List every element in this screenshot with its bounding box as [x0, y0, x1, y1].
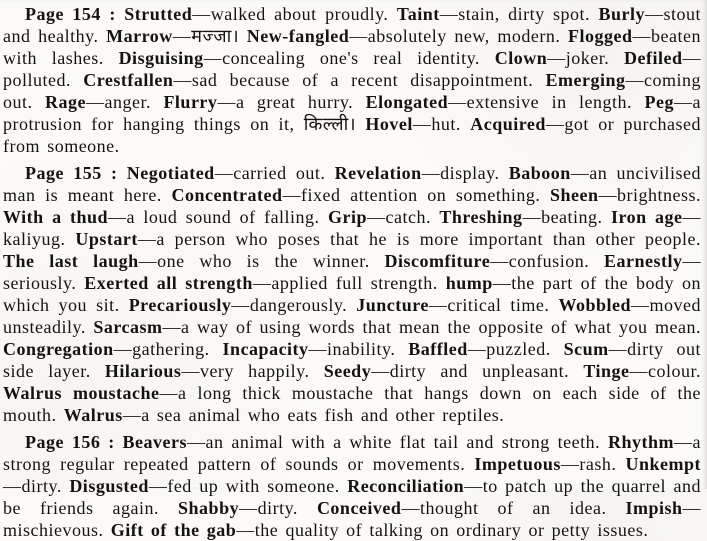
page-label: Page 155 :: [25, 163, 118, 183]
vocab-definition: inability.: [327, 339, 396, 359]
em-dash-separator: —: [181, 361, 200, 381]
vocab-term: Defiled: [624, 48, 683, 68]
em-dash-separator: —: [467, 339, 487, 359]
vocab-definition: carried out.: [233, 163, 326, 183]
em-dash-separator: —: [448, 92, 467, 112]
vocab-definition: a person who poses that he is more important than other people.: [156, 229, 701, 249]
vocab-definition: anger.: [104, 92, 151, 112]
vocab-definition: a loud sound of falling.: [126, 207, 320, 227]
vocab-definition: one who is the winner.: [157, 251, 370, 271]
vocab-term: Discomfiture: [384, 251, 491, 271]
vocab-definition: a great hurry.: [235, 92, 354, 112]
em-dash-separator: —: [547, 48, 566, 68]
em-dash-separator: —: [682, 498, 702, 518]
vocab-term: Impish: [625, 498, 683, 518]
vocab-definition: fed up with someone.: [167, 476, 340, 496]
vocab-definition: confusion.: [508, 251, 590, 271]
vocab-definition: catch.: [385, 207, 431, 227]
vocab-term: Strutted: [124, 4, 193, 24]
em-dash-separator: —: [522, 207, 542, 227]
vocab-definition: very happily.: [199, 361, 310, 381]
em-dash-separator: —: [366, 207, 386, 227]
em-dash-separator: —: [560, 454, 580, 474]
em-dash-separator: —: [252, 273, 272, 293]
vocab-term: Juncture: [356, 295, 429, 315]
vocab-term: Baboon: [508, 163, 571, 183]
em-dash-separator: —: [598, 185, 617, 205]
em-dash-separator: —: [492, 273, 512, 293]
vocab-definition: rash.: [579, 454, 617, 474]
em-dash-separator: —: [682, 251, 701, 271]
vocab-term: Walrus: [63, 405, 123, 425]
vocab-term: Seedy: [323, 361, 372, 381]
vocab-term: Earnestly: [604, 251, 683, 271]
em-dash-separator: —: [674, 92, 693, 112]
vocab-term: New-fangled: [246, 26, 350, 46]
vocab-term: Precariously: [128, 295, 232, 315]
vocab-definition: fixed attention on something.: [300, 185, 541, 205]
vocab-definition: extensive in length.: [466, 92, 633, 112]
vocab-term: With a thud: [3, 207, 108, 227]
em-dash-separator: —: [137, 229, 157, 249]
em-dash-separator: —: [85, 92, 105, 112]
em-dash-separator: —: [490, 251, 509, 271]
vocab-definition: walked about proudly.: [210, 4, 389, 24]
vocab-term: Clown: [494, 48, 548, 68]
em-dash-separator: —: [203, 48, 223, 68]
vocab-term: Flurry: [163, 92, 218, 112]
vocab-term: Emerging: [545, 70, 626, 90]
vocab-definition: absolutely new, modern.: [367, 26, 561, 46]
vocab-term: Elongated: [365, 92, 449, 112]
vocab-definition: dirty and unpleasant.: [389, 361, 570, 381]
vocab-paragraph: [3, 3, 701, 157]
vocab-definition: to patch up the quarrel and be friends again.: [3, 476, 701, 518]
vocab-term: Gift of the gab: [110, 520, 237, 540]
vocab-term: Acquired: [470, 114, 546, 134]
vocab-term: Shabby: [178, 498, 240, 518]
vocab-definition: got or purchased from someone.: [3, 114, 701, 156]
em-dash-separator: —: [308, 339, 328, 359]
em-dash-separator: —: [631, 295, 650, 315]
vocab-definition: a sea animal who eats fish and other reptiles.: [141, 405, 505, 425]
vocab-term: Walrus moustache: [3, 383, 160, 403]
em-dash-separator: —: [674, 432, 693, 452]
page-label: Page 156 :: [25, 432, 115, 452]
em-dash-separator: —: [236, 520, 255, 540]
vocab-term: Incapacity: [222, 339, 309, 359]
vocab-definition: sad because of a recent disappointment.: [191, 70, 534, 90]
vocab-term: Sarcasm: [93, 317, 163, 337]
em-dash-separator: —: [608, 339, 628, 359]
em-dash-separator: —: [625, 70, 645, 90]
vocab-term: Negotiated: [126, 163, 215, 183]
vocab-definition: joker.: [565, 48, 610, 68]
vocab-term: Baffled: [408, 339, 468, 359]
em-dash-separator: —: [401, 498, 420, 518]
vocab-definition: stain, dirty spot.: [458, 4, 591, 24]
em-dash-separator: —: [570, 163, 590, 183]
em-dash-separator: —: [421, 163, 441, 183]
vocab-definition: moved unsteadily.: [3, 295, 701, 337]
em-dash-separator: —: [217, 92, 236, 112]
vocab-term: Marrow: [106, 26, 173, 46]
vocab-definition: kaliyug.: [3, 229, 66, 249]
vocab-definition: polluted.: [3, 70, 71, 90]
vocab-term: Exerted all strength: [84, 273, 253, 293]
vocab-term: Peg: [644, 92, 674, 112]
vocab-term: Rage: [44, 92, 86, 112]
vocab-term: Reconciliation: [347, 476, 465, 496]
vocab-term: Iron age: [610, 207, 683, 227]
vocab-definition: a protrusion for hanging things on it, किल्ली।: [3, 92, 701, 134]
vocab-definition: critical time.: [447, 295, 550, 315]
vocab-definition: coming out.: [3, 70, 702, 112]
em-dash-separator: —: [428, 295, 448, 315]
vocab-term: Scum: [563, 339, 609, 359]
vocab-term: Disguising: [118, 48, 204, 68]
em-dash-separator: —: [682, 207, 702, 227]
vocab-definition: dangerously.: [249, 295, 348, 315]
vocab-term: Sheen: [549, 185, 599, 205]
em-dash-separator: —: [239, 498, 258, 518]
em-dash-separator: —: [231, 295, 250, 315]
vocab-definition: the part of the body on which you sit.: [3, 273, 702, 315]
vocab-definition: a strong regular repeated pattern of sounds or movements.: [3, 432, 701, 474]
vocab-definition: concealing one's real identity.: [222, 48, 480, 68]
vocab-definition: puzzled.: [486, 339, 551, 359]
em-dash-separator: —: [464, 476, 483, 496]
vocab-definition: stout and healthy.: [3, 4, 702, 46]
vocab-definition: applied full strength.: [271, 273, 438, 293]
vocab-definition: beaten with lashes.: [3, 26, 701, 68]
vocab-term: Tinge: [583, 361, 630, 381]
vocab-definition: a way of using words that mean the opposite of what you mean.: [181, 317, 702, 337]
em-dash-separator: —: [645, 4, 664, 24]
em-dash-separator: —: [214, 163, 234, 183]
vocab-definition: dirty out side layer.: [3, 339, 702, 381]
vocab-definition: dirty.: [257, 498, 298, 518]
em-dash-separator: —: [439, 4, 459, 24]
vocab-definition: the quality of talking on ordinary or petty issues.: [254, 520, 649, 540]
vocab-term: The last laugh: [3, 251, 139, 271]
vocab-definition: mischievous.: [3, 520, 104, 540]
em-dash-separator: —: [629, 361, 648, 381]
vocab-definition: display.: [440, 163, 500, 183]
em-dash-separator: —: [148, 476, 168, 496]
vocab-term: Grip: [327, 207, 367, 227]
vocab-definition: an animal with a white flat tail and strong teeth.: [205, 432, 601, 452]
vocab-definition: gathering.: [132, 339, 210, 359]
em-dash-separator: —: [371, 361, 390, 381]
vocab-term: Flogged: [568, 26, 633, 46]
em-dash-separator: —: [545, 114, 565, 134]
vocab-definition: seriously.: [3, 273, 77, 293]
vocab-definition: a long thick moustache that hangs down on each side of the mouth.: [3, 383, 701, 425]
em-dash-separator: —: [138, 251, 158, 271]
em-dash-separator: —: [162, 317, 182, 337]
vocab-term: Conceived: [316, 498, 402, 518]
page-label: Page 154 :: [25, 4, 116, 24]
vocab-term: Congregation: [3, 339, 114, 359]
vocab-term: Rhythm: [607, 432, 674, 452]
vocab-definition: मज्जा।: [191, 26, 240, 46]
em-dash-separator: —: [108, 207, 127, 227]
vocab-paragraph: [3, 431, 701, 541]
vocab-term: Hovel: [365, 114, 413, 134]
em-dash-separator: —: [349, 26, 368, 46]
vocab-term: Upstart: [75, 229, 138, 249]
vocab-definition: beating.: [541, 207, 603, 227]
em-dash-separator: —: [412, 114, 432, 134]
em-dash-separator: —: [632, 26, 652, 46]
em-dash-separator: —: [173, 70, 192, 90]
em-dash-separator: —: [187, 432, 206, 452]
vocab-term: Concentrated: [171, 185, 283, 205]
vocab-term: Unkempt: [625, 454, 702, 474]
em-dash-separator: —: [192, 4, 211, 24]
em-dash-separator: —: [3, 476, 22, 496]
vocab-term: Threshing: [439, 207, 523, 227]
vocab-definition: thought of an idea.: [419, 498, 607, 518]
vocab-term: Hilarious: [104, 361, 182, 381]
vocab-definition: colour.: [648, 361, 701, 381]
vocab-term: hump: [445, 273, 493, 293]
em-dash-separator: —: [172, 26, 192, 46]
vocab-term: Disgusted: [69, 476, 149, 496]
vocab-paragraph: [3, 162, 701, 426]
vocab-term: Wobbled: [558, 295, 631, 315]
vocab-term: Beavers: [122, 432, 188, 452]
em-dash-separator: —: [122, 405, 142, 425]
vocab-term: Taint: [396, 4, 440, 24]
vocab-term: Burly: [598, 4, 645, 24]
em-dash-separator: —: [113, 339, 133, 359]
vocab-definition: dirty.: [21, 476, 62, 496]
em-dash-separator: —: [282, 185, 301, 205]
em-dash-separator: —: [159, 383, 178, 403]
vocab-definition: hut.: [431, 114, 461, 134]
vocab-definition: brightness.: [617, 185, 701, 205]
em-dash-separator: —: [682, 48, 701, 68]
vocab-term: Impetuous: [474, 454, 561, 474]
vocab-term: Revelation: [334, 163, 422, 183]
vocab-definition: an uncivilised man is meant here.: [3, 163, 701, 205]
vocab-term: Crestfallen: [83, 70, 174, 90]
